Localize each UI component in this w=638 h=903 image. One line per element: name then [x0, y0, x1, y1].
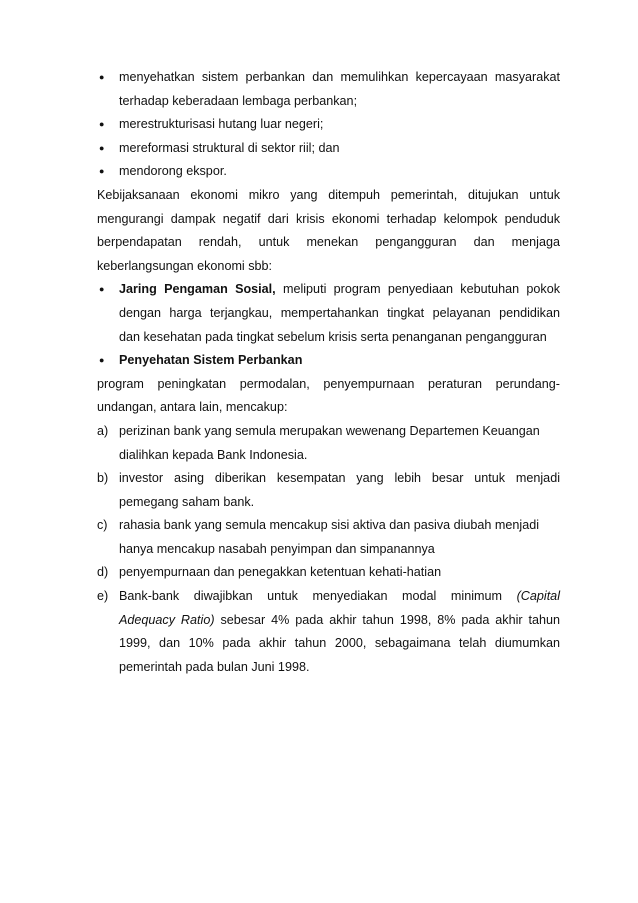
bullet-item-1-line-1: ● menyehatkan sistem perbankan dan memulihkan kepercayaan masyarakat [97, 66, 560, 90]
bullet-jaring-pengaman [97, 278, 560, 349]
bullet-dot-icon: ● [99, 355, 105, 366]
list-item-a-line-2: dialihkan kepada Bank Indonesia. [119, 447, 308, 462]
paragraph-line: keberlangsungan ekonomi sbb: [97, 258, 273, 273]
list-marker: e) [97, 589, 109, 604]
list-item-e-line-4: pemerintah pada bulan Juni 1998. [119, 659, 310, 674]
bullet-list-top [97, 66, 560, 184]
paragraph-line: Kebijaksanaan ekonomi mikro yang ditempuh pemerintah, ditujukan untuk [97, 187, 560, 202]
list-item-e-line-1: e) Bank-bank diwajibkan untuk menyediakan modal minimum (Capital [97, 585, 560, 609]
paragraph-line: berpendapatan rendah, untuk menekan pengangguran dan menjaga [97, 235, 560, 250]
list-marker: b) [97, 471, 109, 486]
jaring-line-1 [97, 278, 560, 302]
bullet-item-1-line-2: terhadap keberadaan lembaga perbankan; [119, 93, 358, 108]
list-item-c-line-2: hanya mencakup nasabah penyimpan dan simpanannya [119, 541, 435, 556]
jaring-line-3: dan kesehatan pada tingkat sebelum krisis serta penanganan pengangguran [119, 329, 547, 344]
list-item-b-line-1: b) investor asing diberikan kesempatan yang lebih besar untuk menjadi [97, 467, 560, 491]
list-item-b-line-2: pemegang saham bank. [119, 494, 255, 509]
paragraph-program [97, 373, 560, 420]
bullet-dot-icon: ● [99, 119, 105, 130]
list-marker: a) [97, 423, 109, 438]
list-item-e-line-3: 1999, dan 10% pada akhir tahun 2000, sebagaimana telah diumumkan [119, 636, 560, 651]
list-item-c-line-1: c) rahasia bank yang semula mencakup sisi aktiva dan pasiva diubah menjadi [97, 514, 560, 538]
bullet-item-2: ● merestrukturisasi hutang luar negeri; [97, 113, 560, 137]
lettered-list [97, 420, 560, 680]
jaring-text: meliputi program penyediaan kebutuhan pokok [275, 282, 560, 297]
bullet-dot-icon: ● [99, 166, 105, 177]
list-item-d: d) penyempurnaan dan penegakkan ketentuan kehati-hatian [97, 561, 560, 585]
paragraph-line: undangan, antara lain, mencakup: [97, 400, 288, 415]
penyehatan-heading: Penyehatan Sistem Perbankan [119, 353, 303, 368]
bullet-penyehatan [97, 349, 560, 373]
bullet-dot-icon: ● [99, 72, 105, 82]
bullet-dot-icon: ● [99, 142, 105, 153]
jaring-heading: Jaring Pengaman Sosial, [119, 282, 276, 297]
bullet-dot-icon: ● [99, 284, 105, 295]
list-item-a-line-1: a) perizinan bank yang semula merupakan wewenang Departemen Keuangan [97, 420, 560, 444]
paragraph-kebijaksanaan [97, 184, 560, 278]
list-marker: d) [97, 565, 109, 580]
paragraph-line: mengurangi dampak negatif dari krisis ekonomi terhadap kelompok penduduk [97, 211, 560, 226]
bullet-item-4: ● mendorong ekspor. [97, 160, 560, 184]
paragraph-line: program peningkatan permodalan, penyempurnaan peraturan perundang- [97, 376, 560, 391]
jaring-line-2: dengan harga terjangkau, mempertahankan tingkat pelayanan pendidikan [119, 305, 560, 320]
list-marker: c) [97, 518, 108, 533]
list-item-e-line-2: Adequacy Ratio) sebesar 4% pada akhir tahun 1998, 8% pada akhir tahun [119, 612, 561, 627]
bullet-item-3: ● mereformasi struktural di sektor riil; dan [97, 137, 560, 161]
